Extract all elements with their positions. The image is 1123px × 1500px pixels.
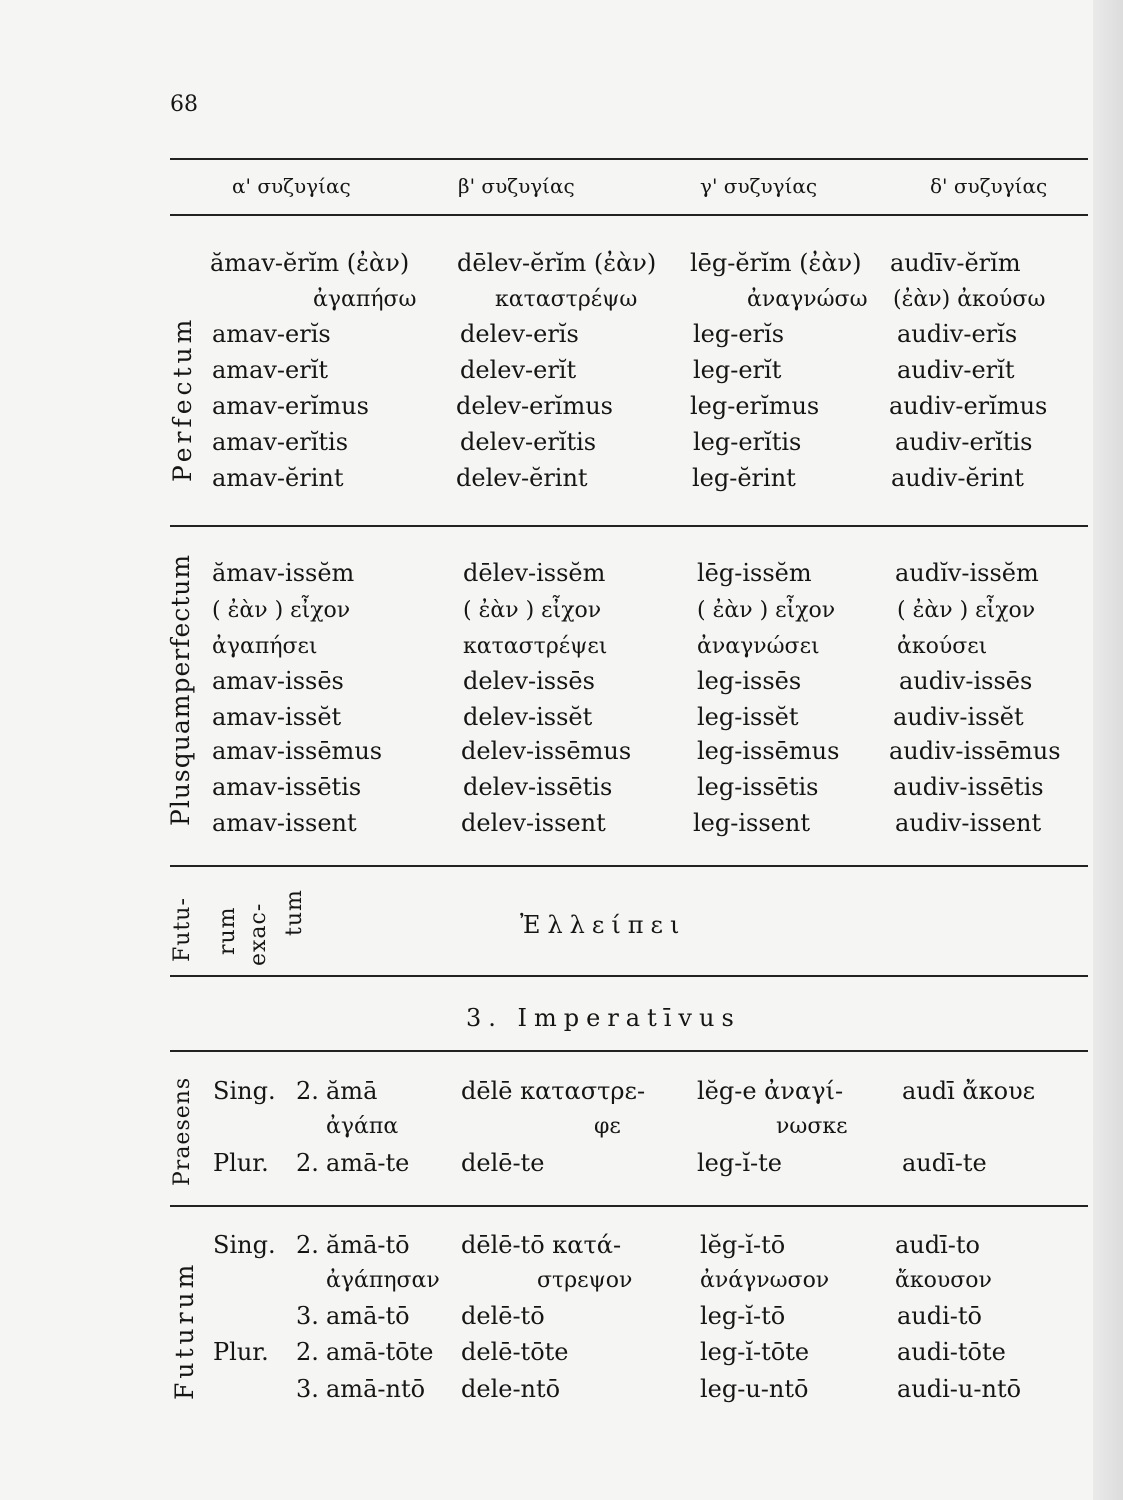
futurum-exactum-label-4: tum bbox=[282, 889, 307, 936]
plusq-cell: amav-issētis bbox=[212, 773, 362, 801]
imp-cell: leg-ĭ-tō bbox=[700, 1302, 786, 1330]
perf-cell: leg-erĭmus bbox=[690, 392, 820, 420]
plusq-cell: delev-issēmus bbox=[461, 737, 632, 765]
imp-cell: lĕg-e ἀναγί- bbox=[697, 1077, 844, 1105]
plusq-cell: delev-issēs bbox=[463, 667, 595, 695]
plusq-cell: delev-issent bbox=[461, 809, 606, 837]
plusq-cell: leg-issētis bbox=[697, 773, 819, 801]
top-rule bbox=[170, 158, 1088, 160]
plusq-cell: audiv-issēs bbox=[899, 667, 1033, 695]
imp-cell: amā-tō bbox=[326, 1302, 410, 1330]
plusq-greek: ( ἐὰν ) εἶχον bbox=[463, 598, 602, 623]
imp-cell: delē-te bbox=[461, 1149, 545, 1177]
perf-cell: amav-erĭt bbox=[212, 356, 329, 384]
perf-cell: audiv-erĭmus bbox=[889, 392, 1048, 420]
perf-cell: audiv-erĭtis bbox=[895, 428, 1033, 456]
plusq-cell: ămav-issĕm bbox=[212, 559, 355, 587]
plusq-cell: leg-issēmus bbox=[697, 737, 840, 765]
imp-cell: audi-tōte bbox=[897, 1338, 1006, 1366]
perf-cell: delev-erĭs bbox=[460, 320, 579, 348]
person-number: 3. bbox=[296, 1302, 319, 1330]
imp-cell: audi-tō bbox=[897, 1302, 983, 1330]
page-number: 68 bbox=[170, 92, 198, 117]
header-rule bbox=[170, 214, 1088, 216]
header-conj-1: α' συζυγίας bbox=[232, 174, 351, 198]
plusq-cell: audiv-issētis bbox=[893, 773, 1044, 801]
plusq-cell: audiv-issēmus bbox=[889, 737, 1061, 765]
imp-greek: ἀνάγνωσον bbox=[700, 1268, 830, 1293]
person-number: 2. bbox=[296, 1338, 319, 1366]
perf-cell: amav-ĕrint bbox=[212, 464, 344, 492]
imp-greek: φε bbox=[594, 1114, 621, 1139]
section-title: 3. Imperatīvus bbox=[466, 1004, 741, 1032]
imp-greek: ἀγάπησαν bbox=[326, 1268, 440, 1293]
number-label: Plur. bbox=[213, 1149, 269, 1177]
futurum-exactum-label-3: exac- bbox=[246, 902, 271, 966]
plusquamperfectum-label: Plusquamperfectum bbox=[166, 553, 195, 826]
perf-cell: amav-erĭs bbox=[212, 320, 331, 348]
missing-form-text: Ἐλλείπει bbox=[520, 911, 687, 939]
plusq-cell: leg-issent bbox=[693, 809, 810, 837]
perf-cell: dēlev-ĕrĭm (ἐὰν) bbox=[457, 249, 657, 277]
imp-cell: delē-tōte bbox=[461, 1338, 569, 1366]
plusq-cell: leg-issĕt bbox=[697, 703, 799, 731]
header-conj-3: γ' συζυγίας bbox=[700, 174, 818, 198]
imp-greek: νωσκε bbox=[776, 1114, 848, 1139]
plusq-cell: audiv-issĕt bbox=[893, 703, 1024, 731]
praesens-label: Praesens bbox=[170, 1076, 195, 1186]
person-number: 3. bbox=[296, 1375, 319, 1403]
perf-greek: ἀγαπήσω bbox=[313, 287, 417, 312]
perf-cell: leg-erĭtis bbox=[693, 428, 802, 456]
imp-cell: amā-tōte bbox=[326, 1338, 434, 1366]
perf-cell: lēg-ĕrĭm (ἐὰν) bbox=[690, 249, 862, 277]
imp-cell: ămā-tō bbox=[326, 1231, 410, 1259]
plusq-cell: audiv-issent bbox=[895, 809, 1042, 837]
plusq-cell: delev-issētis bbox=[463, 773, 613, 801]
section-rule bbox=[170, 975, 1088, 977]
section-rule bbox=[170, 525, 1088, 527]
person-number: 2. bbox=[296, 1149, 319, 1177]
imp-cell: leg-u-ntō bbox=[700, 1375, 809, 1403]
header-conj-2: β' συζυγίας bbox=[458, 174, 575, 198]
imp-greek: ἀγάπα bbox=[326, 1114, 399, 1139]
perf-cell: delev-ĕrint bbox=[456, 464, 588, 492]
imp-cell: lĕg-ĭ-tō bbox=[700, 1231, 786, 1259]
perf-cell: delev-erĭt bbox=[460, 356, 577, 384]
imp-cell: audī-to bbox=[895, 1231, 981, 1259]
person-number: 2. bbox=[296, 1077, 319, 1105]
perf-cell: amav-erĭtis bbox=[212, 428, 349, 456]
person-number: 2. bbox=[296, 1231, 319, 1259]
imp-cell: audī ἄκουε bbox=[902, 1077, 1036, 1105]
number-label: Sing. bbox=[213, 1231, 276, 1259]
perf-cell: delev-erĭtis bbox=[460, 428, 597, 456]
plusq-cell: dēlev-issĕm bbox=[463, 559, 606, 587]
number-label: Plur. bbox=[213, 1338, 269, 1366]
imp-cell: leg-ĭ-tōte bbox=[700, 1338, 810, 1366]
plusq-cell: amav-issēs bbox=[212, 667, 344, 695]
perf-cell: audiv-erĭt bbox=[897, 356, 1015, 384]
imp-cell: leg-ĭ-te bbox=[697, 1149, 782, 1177]
futurum-label: Futurum bbox=[170, 1260, 199, 1400]
perf-cell: leg-ĕrint bbox=[692, 464, 796, 492]
perf-cell: leg-erĭt bbox=[693, 356, 782, 384]
imp-greek: στρεψον bbox=[537, 1268, 633, 1293]
perf-greek: ἀναγνώσω bbox=[747, 287, 868, 312]
imp-cell: amā-ntō bbox=[326, 1375, 426, 1403]
section-rule bbox=[170, 1205, 1088, 1207]
plusq-cell: amav-issent bbox=[212, 809, 357, 837]
perf-cell: audiv-erĭs bbox=[897, 320, 1018, 348]
perf-cell: audīv-ĕrĭm bbox=[890, 249, 1021, 277]
imp-cell: dēlē-tō κατά- bbox=[461, 1231, 622, 1259]
section-rule bbox=[170, 865, 1088, 867]
imp-cell: delē-tō bbox=[461, 1302, 545, 1330]
section-rule bbox=[170, 1050, 1088, 1052]
plusq-greek: ( ἐὰν ) εἶχον bbox=[212, 598, 351, 623]
perf-greek: καταστρέψω bbox=[495, 287, 638, 312]
plusq-cell: delev-issĕt bbox=[463, 703, 593, 731]
futurum-exactum-label-1: Futu- bbox=[170, 897, 195, 962]
plusq-cell: amav-issēmus bbox=[212, 737, 383, 765]
imp-cell: ămā bbox=[326, 1077, 378, 1105]
perf-cell: leg-erĭs bbox=[693, 320, 785, 348]
plusq-greek: καταστρέψει bbox=[463, 634, 608, 659]
perfectum-label: Perfectum bbox=[168, 315, 197, 482]
plusq-greek: ( ἐὰν ) εἶχον bbox=[897, 598, 1036, 623]
perf-cell: ămav-ĕrĭm (ἐὰν) bbox=[210, 249, 410, 277]
plusq-cell: lēg-issĕm bbox=[697, 559, 812, 587]
futurum-exactum-label-2: rum bbox=[215, 906, 240, 955]
imp-cell: audi-u-ntō bbox=[897, 1375, 1022, 1403]
imp-cell: dēlē καταστρε- bbox=[461, 1077, 646, 1105]
imp-greek: ἄκουσον bbox=[895, 1268, 992, 1293]
header-conj-4: δ' συζυγίας bbox=[930, 174, 1048, 198]
plusq-cell: audĭv-issĕm bbox=[895, 559, 1039, 587]
plusq-greek: ἀναγνώσει bbox=[697, 634, 820, 659]
plusq-greek: ἀκούσει bbox=[897, 634, 988, 659]
plusq-cell: leg-issēs bbox=[697, 667, 802, 695]
imp-cell: audī-te bbox=[902, 1149, 987, 1177]
number-label: Sing. bbox=[213, 1077, 276, 1105]
plusq-greek: ( ἐὰν ) εἶχον bbox=[697, 598, 836, 623]
plusq-cell: amav-issĕt bbox=[212, 703, 342, 731]
perf-cell: audiv-ĕrint bbox=[891, 464, 1024, 492]
perf-cell: delev-erĭmus bbox=[456, 392, 613, 420]
plusq-greek: ἀγαπήσει bbox=[212, 634, 318, 659]
imp-cell: amā-te bbox=[326, 1149, 410, 1177]
perf-greek: (ἐὰν) ἀκούσω bbox=[893, 287, 1046, 312]
imp-cell: dele-ntō bbox=[461, 1375, 561, 1403]
page-edge-shadow bbox=[1093, 0, 1123, 1500]
perf-cell: amav-erĭmus bbox=[212, 392, 369, 420]
